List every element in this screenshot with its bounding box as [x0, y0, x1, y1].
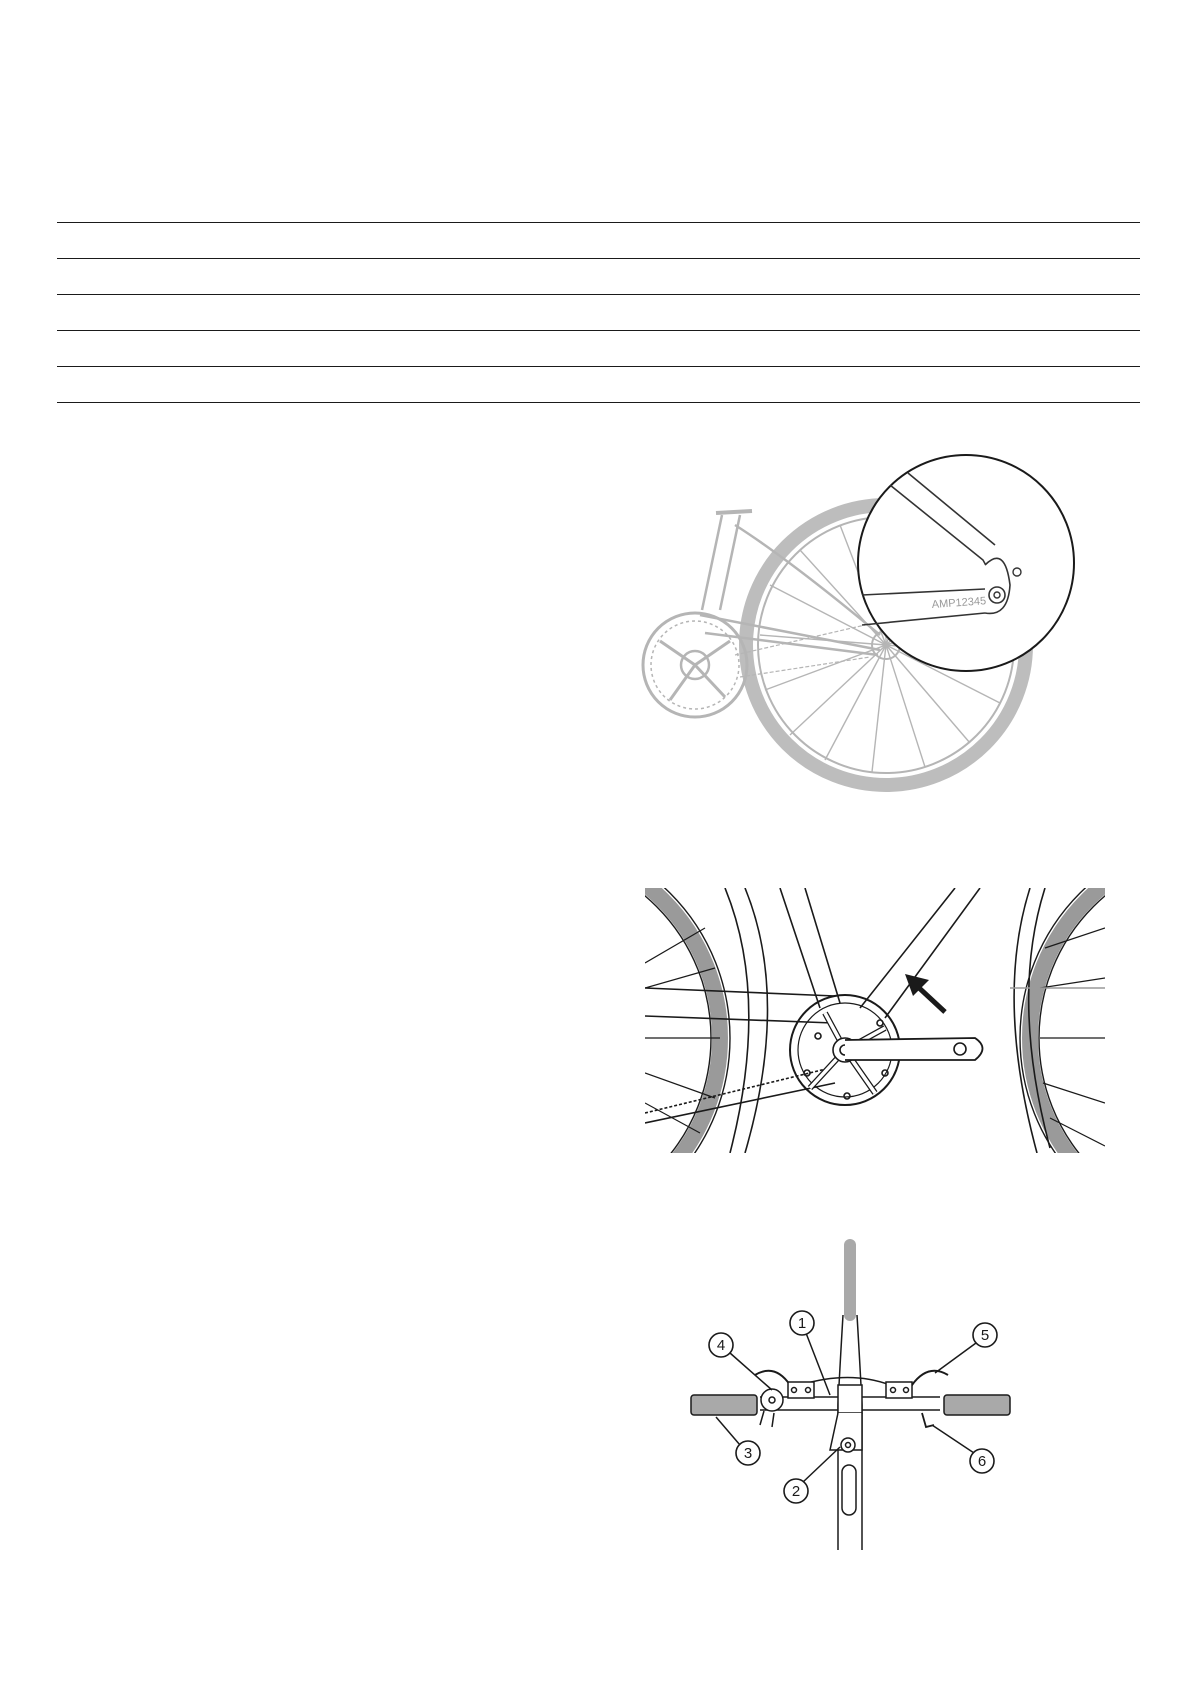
magnified-detail — [858, 455, 1074, 671]
table-rule — [57, 330, 1140, 331]
table-rule — [57, 258, 1140, 259]
callout-1 — [790, 1311, 814, 1335]
callout-number: 1 — [797, 1315, 807, 1332]
callout-number: 2 — [791, 1483, 801, 1500]
crank-illustration — [645, 888, 1105, 1153]
arrow-up-left-icon — [905, 974, 945, 1012]
frame-serial-illustration — [640, 445, 1100, 815]
table-rule — [57, 222, 1140, 223]
callout-3 — [736, 1441, 760, 1465]
serial-number-label: AMP12345 — [931, 595, 987, 611]
callout-number: 4 — [716, 1337, 726, 1354]
callout-2 — [784, 1479, 808, 1503]
callout-number: 3 — [743, 1445, 753, 1462]
callout-number: 6 — [977, 1453, 987, 1470]
table-rule — [57, 294, 1140, 295]
handlebar-illustration — [690, 1235, 1070, 1565]
table-rule — [57, 366, 1140, 367]
callout-6 — [970, 1449, 994, 1473]
callout-5 — [973, 1323, 997, 1347]
callout-4 — [709, 1333, 733, 1357]
table-rule — [57, 402, 1140, 403]
callout-number: 5 — [980, 1327, 990, 1344]
